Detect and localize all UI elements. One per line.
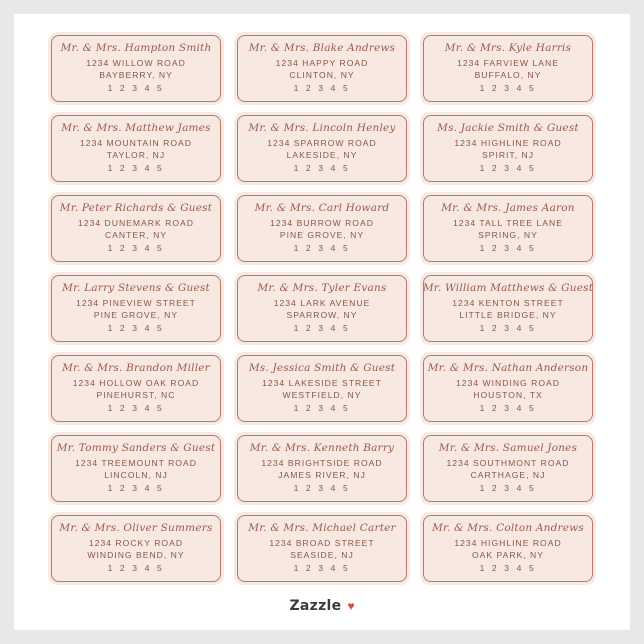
address-line-1: 1234 WINDING ROAD [456, 378, 560, 388]
address-line-2: SPIRIT, NJ [481, 149, 535, 160]
address-label [420, 32, 596, 105]
address-label [234, 272, 410, 345]
recipient-name: Ms. Jackie Smith & Guest [437, 122, 579, 134]
address-label [420, 432, 596, 505]
address-line-1: 1234 BROAD STREET [269, 538, 375, 548]
label-content [420, 432, 596, 505]
postal-code: 1 2 3 4 5 [107, 243, 165, 253]
address-label [420, 352, 596, 425]
address-label [48, 32, 224, 105]
postal-code: 1 2 3 4 5 [293, 563, 351, 573]
postal-code: 1 2 3 4 5 [293, 83, 351, 93]
postal-code: 1 2 3 4 5 [293, 483, 351, 493]
recipient-name: Mr. & Mrs. James Aaron [441, 202, 575, 214]
address-line-1: 1234 FARVIEW LANE [457, 58, 559, 68]
address-line-2: CANTER, NY [104, 229, 168, 240]
address-line-1: 1234 SPARROW ROAD [267, 138, 377, 148]
recipient-name: Mr. & Mrs. Lincoln Henley [248, 122, 396, 134]
address-line-1: 1234 WILLOW ROAD [86, 58, 186, 68]
recipient-name: Mr. & Mrs. Oliver Summers [59, 522, 213, 534]
address-label [48, 192, 224, 265]
postal-code: 1 2 3 4 5 [479, 83, 537, 93]
brand-footer [14, 598, 630, 614]
address-line-1: 1234 HIGHLINE ROAD [454, 138, 562, 148]
recipient-name: Mr. Larry Stevens & Guest [62, 282, 210, 294]
address-label [48, 112, 224, 185]
recipient-name: Mr. & Mrs. Tyler Evans [257, 282, 387, 294]
postal-code: 1 2 3 4 5 [479, 323, 537, 333]
address-line-1: 1234 BURROW ROAD [270, 218, 374, 228]
address-line-1: 1234 HAPPY ROAD [275, 58, 369, 68]
address-label [48, 352, 224, 425]
address-line-2: CARTHAGE, NJ [470, 469, 546, 480]
label-sheet [14, 14, 630, 630]
address-label [234, 32, 410, 105]
address-line-2: OAK PARK, NY [471, 549, 544, 560]
postal-code: 1 2 3 4 5 [293, 243, 351, 253]
address-line-2: SPARROW, NY [286, 309, 358, 320]
address-line-2: PINE GROVE, NY [93, 309, 179, 320]
address-line-2: LINCOLN, NJ [104, 469, 168, 480]
address-label [48, 512, 224, 585]
address-line-2: SPRING, NY [478, 229, 538, 240]
label-content [48, 512, 224, 585]
postal-code: 1 2 3 4 5 [293, 163, 351, 173]
label-content [48, 352, 224, 425]
postal-code: 1 2 3 4 5 [107, 483, 165, 493]
postal-code: 1 2 3 4 5 [479, 563, 537, 573]
label-content [234, 192, 410, 265]
address-line-1: 1234 LAKESIDE STREET [262, 378, 382, 388]
recipient-name: Mr. & Mrs. Matthew James [61, 122, 211, 134]
recipient-name: Mr. & Mrs. Colton Andrews [432, 522, 584, 534]
address-line-2: WINDING BEND, NY [87, 549, 185, 560]
address-label [420, 192, 596, 265]
address-line-1: 1234 HIGHLINE ROAD [454, 538, 562, 548]
address-label [48, 432, 224, 505]
postal-code: 1 2 3 4 5 [479, 243, 537, 253]
label-content [420, 352, 596, 425]
recipient-name: Mr. Tommy Sanders & Guest [56, 442, 216, 454]
address-line-2: LAKESIDE, NY [286, 149, 358, 160]
label-content [48, 432, 224, 505]
address-line-2: PINEHURST, NC [96, 389, 176, 400]
address-label [420, 112, 596, 185]
postal-code: 1 2 3 4 5 [479, 403, 537, 413]
address-label [234, 352, 410, 425]
label-content [420, 192, 596, 265]
address-line-1: 1234 TALL TREE LANE [453, 218, 563, 228]
recipient-name: Mr. & Mrs. Blake Andrews [248, 42, 396, 54]
label-content [420, 32, 596, 105]
address-line-1: 1234 HOLLOW OAK ROAD [72, 378, 200, 388]
label-content [48, 112, 224, 185]
label-content [234, 112, 410, 185]
recipient-name: Mr. & Mrs. Carl Howard [254, 202, 390, 214]
recipient-name: Mr. & Mrs. Michael Carter [248, 522, 396, 534]
zazzle-wordmark: Zazzle [289, 598, 342, 614]
address-line-1: 1234 MOUNTAIN ROAD [80, 138, 192, 148]
address-line-2: PINE GROVE, NY [279, 229, 365, 240]
address-label [234, 432, 410, 505]
recipient-name: Ms. Jessica Smith & Guest [248, 362, 396, 374]
address-line-2: WESTFIELD, NY [282, 389, 362, 400]
address-line-2: LITTLE BRIDGE, NY [459, 309, 557, 320]
address-line-2: BUFFALO, NY [474, 69, 542, 80]
address-line-1: 1234 SOUTHMONT ROAD [446, 458, 570, 468]
address-label [234, 192, 410, 265]
address-line-1: 1234 ROCKY ROAD [88, 538, 184, 548]
label-content [48, 192, 224, 265]
recipient-name: Mr. & Mrs. Brandon Miller [62, 362, 210, 374]
recipient-name: Mr. William Matthews & Guest [422, 282, 594, 294]
address-line-2: TAYLOR, NJ [106, 149, 166, 160]
postal-code: 1 2 3 4 5 [479, 163, 537, 173]
address-line-1: 1234 DUNEMARK ROAD [78, 218, 194, 228]
address-label [234, 512, 410, 585]
address-line-2: CLINTON, NY [289, 69, 355, 80]
address-label [234, 112, 410, 185]
postal-code: 1 2 3 4 5 [107, 403, 165, 413]
address-label [420, 272, 596, 345]
address-line-1: 1234 KENTON STREET [452, 298, 564, 308]
address-label [420, 512, 596, 585]
label-content [48, 32, 224, 105]
label-content [420, 512, 596, 585]
label-content [234, 352, 410, 425]
recipient-name: Mr. & Mrs. Samuel Jones [438, 442, 578, 454]
label-content [234, 512, 410, 585]
address-line-1: 1234 LARK AVENUE [273, 298, 371, 308]
address-line-2: JAMES RIVER, NJ [278, 469, 366, 480]
address-line-1: 1234 PINEVIEW STREET [76, 298, 196, 308]
address-line-2: BAYBERRY, NY [99, 69, 173, 80]
postal-code: 1 2 3 4 5 [293, 323, 351, 333]
label-content [48, 272, 224, 345]
label-content [420, 112, 596, 185]
postal-code: 1 2 3 4 5 [107, 83, 165, 93]
postal-code: 1 2 3 4 5 [479, 483, 537, 493]
postal-code: 1 2 3 4 5 [107, 163, 165, 173]
recipient-name: Mr. & Mrs. Hampton Smith [60, 42, 212, 54]
recipient-name: Mr. & Mrs. Kyle Harris [444, 42, 572, 54]
postal-code: 1 2 3 4 5 [293, 403, 351, 413]
label-content [234, 272, 410, 345]
recipient-name: Mr. & Mrs. Nathan Anderson [427, 362, 589, 374]
address-line-1: 1234 BRIGHTSIDE ROAD [261, 458, 383, 468]
label-content [234, 432, 410, 505]
address-line-2: SEASIDE, NJ [290, 549, 354, 560]
heart-icon: ♥ [347, 599, 355, 613]
recipient-name: Mr. & Mrs. Kenneth Barry [249, 442, 395, 454]
postal-code: 1 2 3 4 5 [107, 323, 165, 333]
label-content [420, 272, 596, 345]
address-label [48, 272, 224, 345]
label-content [234, 32, 410, 105]
address-line-1: 1234 TREEMOUNT ROAD [75, 458, 197, 468]
postal-code: 1 2 3 4 5 [107, 563, 165, 573]
address-label-grid [48, 32, 596, 585]
recipient-name: Mr. Peter Richards & Guest [59, 202, 213, 214]
address-line-2: HOUSTON, TX [473, 389, 543, 400]
